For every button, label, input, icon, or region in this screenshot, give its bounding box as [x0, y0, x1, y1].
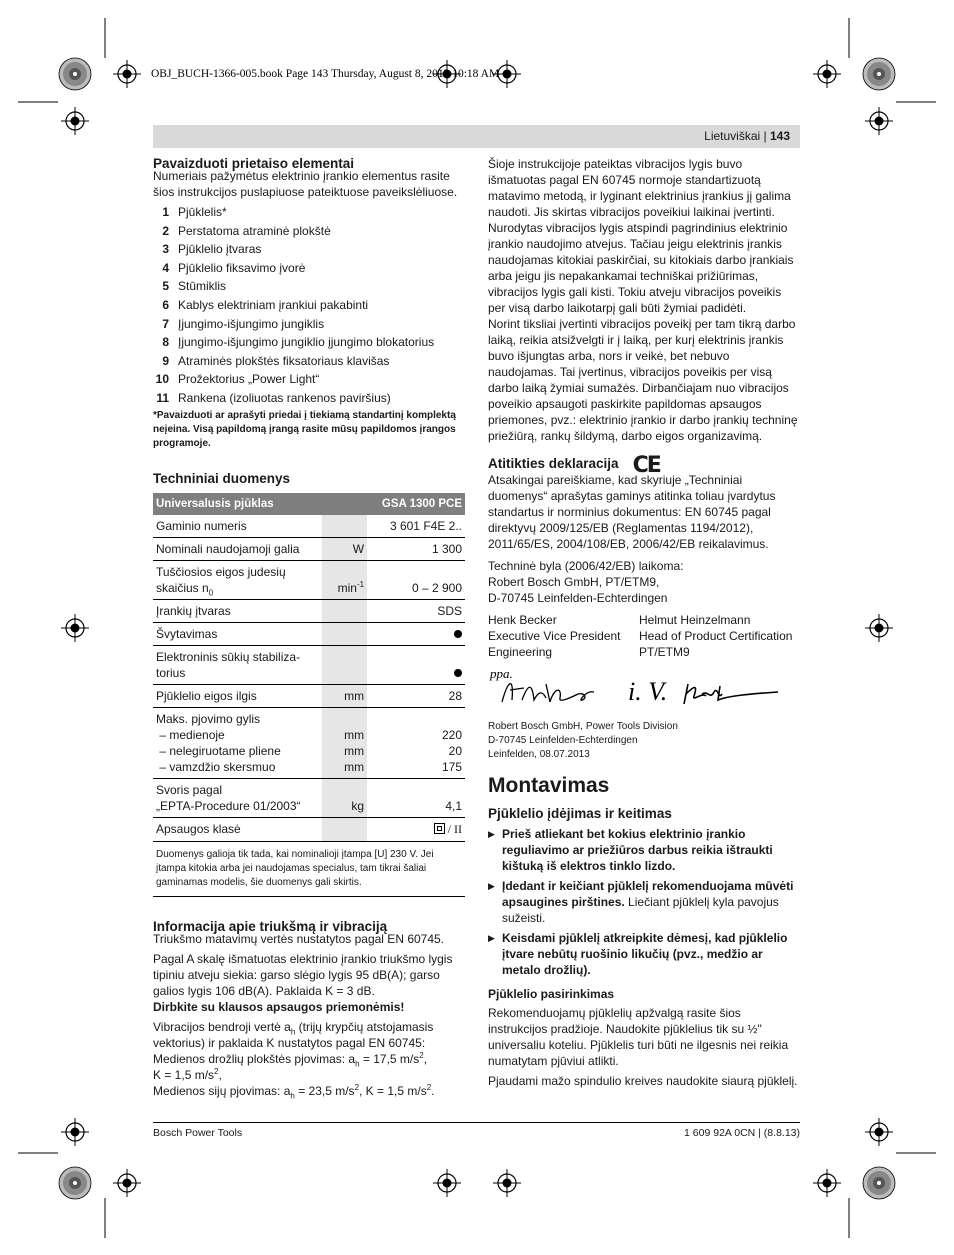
row-label: Nominali naudojamoji galia [153, 537, 322, 560]
row-value [367, 707, 465, 778]
tech-file-line: Robert Bosch GmbH, PT/ETM9, [488, 575, 660, 589]
elements-intro: Numeriais pažymėtus elektrinio įrankio elementus rasite šios instrukcijos puslapiuose pateiktuose paveikslėliuose. [153, 169, 458, 199]
row-unit [322, 560, 367, 599]
vib-text: Medienos sijų pjovimas: a [153, 1084, 291, 1099]
row-label [153, 560, 322, 599]
table-row [153, 817, 465, 842]
list-item-number: 6 [162, 297, 169, 312]
row-unit [322, 645, 367, 684]
bullet-item [488, 930, 800, 978]
vibration-para-1: Šioje instrukcijoje pateiktas vibracijos lygis buvo išmatuotas pagal EN 60745 normoje standartizuotą matavimo metodą, ir lyginant elektrinius įrankius jį galima naudoti. Jis skirtas vibracijos poveikiui laikinai įvertinti. [488, 157, 791, 219]
row-label-line: Elektroninis sūkių stabiliza- [156, 649, 301, 664]
row-unit [322, 515, 367, 538]
page-number: 143 [769, 129, 790, 143]
list-item-number: 8 [162, 335, 169, 350]
list-item-label: Kablys elektriniam įrankiui pakabinti [178, 297, 369, 312]
svg-text:i. V.: i. V. [628, 677, 668, 706]
list-item-label: Rankena (izoliuotas rankenos paviršius) [178, 390, 391, 405]
value-line: 20 [448, 743, 462, 758]
list-item [153, 390, 465, 409]
list-item-label: Įjungimo-išjungimo jungiklio įjungimo blokatorius [178, 335, 435, 350]
company-line: Robert Bosch GmbH, Power Tools Division [488, 721, 678, 732]
signatures-image [488, 662, 788, 714]
noise-title: Informacija apie triukšmą ir vibraciją [153, 919, 388, 935]
list-item [153, 278, 465, 297]
vib-text: , [218, 1068, 222, 1083]
bullet-bold-text: Įdedant ir keičiant pjūklelį rekomenduojama mūvėti apsaugines pirštines. [502, 879, 794, 909]
select-para-2: Pjaudami mažo spindulio kreives naudokite siaurą pjūklelį. [488, 1074, 798, 1088]
list-item-label: Įjungimo-išjungimo jungiklis [178, 316, 325, 331]
vibration-para-2: Nurodytas vibracijos lygis atspindi pagrindinius elektrinio įrankio naudojimo atvejus. Tačiau jeigu elektrinis įrankis naudojamas kitokiai paskirčiai, su kitokiais darbo įrankiais arba jeigu jis nepakankamai techniškai prižiūrimas, vibracijos lygis gali kisti. Tokiu atveju vibracijos poveikis per visą darbo laikotarpį gali būti žymiai padidėti. [488, 221, 794, 315]
row-label: Pjūklelio eigos ilgis [153, 684, 322, 707]
bullet-item [488, 826, 800, 874]
vib-sub: h [290, 1091, 295, 1101]
row-value: 3 601 F4E 2.. [367, 515, 465, 538]
unit-text: mm [344, 759, 365, 774]
triangle-bullet-icon: ▶ [488, 881, 495, 891]
triangle-bullet-icon: ▶ [488, 829, 495, 839]
bullet-item [488, 878, 800, 926]
tech-data-table [153, 493, 465, 843]
list-item-label: Prožektorius „Power Light“ [178, 372, 320, 387]
noise-para-2: Pagal A skalę išmatuotas elektrinio įrankio triukšmo lygis tipiniu atveju siekia: garso slėgio lygis 95 dB(A); garso galios lygis 106 dB(A). Paklaida K = 3 dB. [153, 952, 453, 999]
list-item [153, 241, 465, 260]
ce-mark-icon: CE [632, 453, 660, 478]
bullet-text: Prieš atliekant bet kokius elektrinio įrankio reguliavimo ar priežiūros darbus reikia ištraukti kištuką iš elektros tinklo lizdo. [502, 827, 773, 873]
row-sub-item: – nelegiruotame pliene [159, 743, 281, 758]
bullet-text [502, 878, 800, 926]
vib-sup: 2 [214, 1067, 219, 1077]
page-header-bar [153, 125, 800, 148]
row-value [367, 645, 465, 684]
list-item-number: 2 [162, 223, 169, 238]
tech-file [488, 558, 800, 606]
company-line: Leinfelden, 08.07.2013 [488, 749, 590, 760]
table-row [153, 537, 465, 560]
row-label [153, 645, 322, 684]
list-item-label: Pjūklelio įtvaras [178, 242, 262, 257]
row-value [367, 622, 465, 645]
list-item [153, 260, 465, 279]
row-unit: mm [322, 684, 367, 707]
footer-left: Bosch Power Tools [153, 1127, 243, 1139]
table-row [153, 560, 465, 599]
vib-sub: h [355, 1059, 360, 1069]
company-info [488, 720, 800, 762]
language-and-page: Lietuviškai | 143 [704, 129, 790, 143]
list-item [153, 316, 465, 335]
company-line: D-70745 Leinfelden-Echterdingen [488, 735, 638, 746]
table-row [153, 778, 465, 817]
table-row [153, 645, 465, 684]
list-item [153, 353, 465, 372]
vib-text: , [423, 1052, 428, 1067]
bullet-text: Keisdami pjūklelį atkreipkite dėmesį, kad pjūklelio įtvare nebūtų ruošinio likučių (pvz., medžio ar metalo drožlių). [502, 931, 788, 977]
mounting-title: Montavimas [488, 774, 610, 797]
row-label: Apsaugos klasė [153, 817, 322, 842]
row-label: Gaminio numeris [153, 515, 322, 538]
vib-text: . [431, 1084, 435, 1099]
list-item-label: Perstatoma atraminė plokštė [178, 223, 331, 238]
file-header-line: OBJ_BUCH-1366-005.book Page 143 Thursday, August 8, 2013 10:18 AM [151, 68, 500, 80]
vib-text: (trijų krypčių atstojamasis vektorius) ir paklaida K nustatytos pagal EN 60745: [153, 1020, 434, 1051]
vib-sup: 2 [426, 1083, 432, 1093]
tech-file-line: D-70745 Leinfelden-Echterdingen [488, 591, 668, 605]
signatories [488, 612, 800, 660]
list-item-number: 9 [162, 353, 169, 368]
signatory-right [639, 612, 792, 660]
triangle-bullet-icon: ▶ [488, 933, 495, 943]
table-row [153, 515, 465, 538]
row-value: 1 300 [367, 537, 465, 560]
list-item-number: 1 [162, 205, 169, 219]
row-label-sub: 0 [208, 587, 214, 597]
row-label: Įrankių įtvaras [153, 599, 322, 622]
footer-rule [153, 1122, 800, 1123]
noise-warning: Dirbkite su klausos apsaugos priemonėmis! [153, 1000, 405, 1015]
list-item-label: Pjūklelio fiksavimo įvorė [178, 260, 306, 275]
row-value: 4,1 [367, 778, 465, 817]
list-item [153, 334, 465, 353]
row-value: SDS [367, 599, 465, 622]
table-head-left: Universalusis pjūklas [153, 493, 367, 515]
declaration-title-text: Atitikties deklaracija [488, 456, 619, 471]
vib-text: = 23,5 m/s [294, 1084, 355, 1099]
vibration-para [153, 1019, 465, 1099]
unit-text: min [337, 580, 357, 595]
table-row [153, 622, 465, 645]
list-item [153, 223, 465, 242]
right-column [488, 156, 800, 1089]
row-unit [322, 707, 367, 778]
row-value: 28 [367, 684, 465, 707]
vib-text: K = 1,5 m/s [153, 1068, 215, 1083]
signatory-left [488, 612, 639, 660]
row-unit: W [322, 537, 367, 560]
unit-text: mm [344, 743, 365, 758]
table-note: Duomenys galioja tik tada, kai nominalioji įtampa [U] 230 V. Jei įtampa kitokia arba jei naudojamas specialus, tam tikrai šaliai gaminamas modelis, šie duomenys gali skirtis. [153, 842, 465, 897]
row-unit [322, 622, 367, 645]
row-label [153, 707, 322, 778]
bullet-dot-icon [454, 669, 462, 677]
row-value: 0 – 2 900 [367, 560, 465, 599]
protection-class-value: II [454, 821, 462, 836]
vib-text: , K = 1,5 m/s [359, 1084, 427, 1099]
vibration-para-3: Norint tiksliai įvertinti vibracijos poveikį per tam tikrą darbo laiką, reikia atsižvelgti ir į laiką, per kurį elektrinis įrankis buvo išjungtas arba, nors ir veikė, bet nebuvo naudojamas. Tai įvertinus, vibracijos poveikis per visą darbo laiką žymiai sumažės. Dirbančiajam nuo vibracijos poveikio apsaugoti paskirkite papildomas apsaugos priemones, pvz.: elektrinio įrankio ir darbo įrankių techninę priežiūrą, rankų šildymą, darbo eigos organizavimą. [488, 317, 798, 443]
signatory-line: Head of Product Certification [639, 629, 793, 643]
footer-right: 1 609 92A 0CN | (8.8.13) [684, 1127, 800, 1139]
list-item-number: 10 [155, 372, 169, 387]
list-item [153, 297, 465, 316]
row-unit [322, 817, 367, 842]
row-label-line: Svoris pagal [156, 782, 223, 797]
row-value [367, 817, 465, 842]
list-item-label: Pjūklelis* [178, 205, 227, 219]
unit-text: mm [344, 727, 365, 742]
table-row [153, 707, 465, 778]
table-row [153, 599, 465, 622]
list-item-number: 3 [162, 242, 169, 257]
row-label-line: „EPTA-Procedure 01/2003“ [156, 798, 301, 813]
tech-title: Techniniai duomenys [153, 470, 291, 486]
table-head-right: GSA 1300 PCE [367, 493, 465, 515]
select-para-1: Rekomenduojamų pjūklelių apžvalgą rasite šios instrukcijos pradžioje. Naudokite pjūklelius tik su ½" universaliu koteliu. Pjūklelis turi būti ne ilgesnis nei reikia numatytam pjūviui atlikti. [488, 1006, 789, 1068]
list-item-label: Atraminės plokštės fiksatoriaus klavišas [178, 353, 390, 368]
row-label-line: torius [156, 665, 186, 680]
list-item-label: Stūmiklis [178, 279, 227, 294]
select-title: Pjūklelio pasirinkimas [488, 987, 615, 1001]
signatory-line: Helmut Heinzelmann [639, 613, 751, 627]
row-label [153, 778, 322, 817]
row-sub-item: – medienoje [159, 727, 225, 742]
vib-text: Vibracijos bendroji vertė a [153, 1020, 291, 1035]
elements-title: Pavaizduoti prietaiso elementai [153, 156, 355, 171]
signatory-line: Engineering [488, 645, 553, 659]
row-unit [322, 599, 367, 622]
signatory-line: Executive Vice President [488, 629, 621, 643]
list-item-number: 7 [162, 316, 169, 331]
unit-sup: -1 [356, 579, 365, 589]
signatory-line: PT/ETM9 [639, 645, 690, 659]
vib-sup: 2 [419, 1051, 424, 1061]
vib-sup: 2 [354, 1083, 360, 1093]
blade-title: Pjūklelio įdėjimas ir keitimas [488, 806, 672, 821]
list-item [153, 204, 465, 223]
table-row [153, 684, 465, 707]
row-unit: kg [322, 778, 367, 817]
row-sub-item: – vamzdžio skersmuo [159, 759, 276, 774]
bullet-dot-icon [454, 630, 462, 638]
list-item-number: 11 [156, 390, 169, 405]
declaration-text: Atsakingai pareiškiame, kad skyriuje „Techniniai duomenys“ aprašytas gaminys atitinka toliau įvardytus standartus ir norminius dokumentus: EN 60745 pagal direktyvų 2009/125/EB (Reglamentas 1194/2012), 2011/65/ES, 2004/108/EB, 2006/42/EB reikalavimus. [488, 473, 776, 551]
noise-para-1: Triukšmo matavimų vertės nustatytos pagal EN 60745. [153, 932, 445, 947]
bullet-rest-text: Liečiant pjūklelį kyla pavojus sužeisti. [502, 895, 779, 925]
row-label: Švytavimas [153, 622, 322, 645]
tech-file-line: Techninė byla (2006/42/EB) laikoma: [488, 559, 684, 573]
list-item [153, 371, 465, 390]
vib-text: Medienos drožlių plokštės pjovimas: a [153, 1052, 356, 1067]
vib-text: = 17,5 m/s [359, 1052, 420, 1067]
row-label-line: Tuščiosios eigos judesių [156, 564, 286, 579]
list-item-number: 5 [162, 279, 169, 294]
list-item-number: 4 [162, 260, 169, 275]
left-column [153, 156, 465, 1099]
signatory-line: Henk Becker [488, 613, 557, 627]
elements-list [153, 204, 465, 409]
svg-text:ppa.: ppa. [490, 666, 513, 681]
double-insulation-icon [434, 823, 445, 834]
row-label-line: skaičius n [156, 580, 209, 595]
vib-sub: h [290, 1027, 296, 1037]
elements-footnote: *Pavaizduoti ar aprašyti priedai į tiekiamą standartinį komplektą neįeina. Visą papildomą įrangą rasite mūsų papildomos įrangos programoje. [153, 409, 456, 449]
row-label-line: Maks. pjovimo gylis [156, 711, 261, 726]
value-line: 175 [441, 759, 462, 774]
value-line: 220 [441, 727, 462, 742]
protection-class: / II [434, 821, 462, 837]
language-label: Lietuviškai [704, 129, 761, 143]
